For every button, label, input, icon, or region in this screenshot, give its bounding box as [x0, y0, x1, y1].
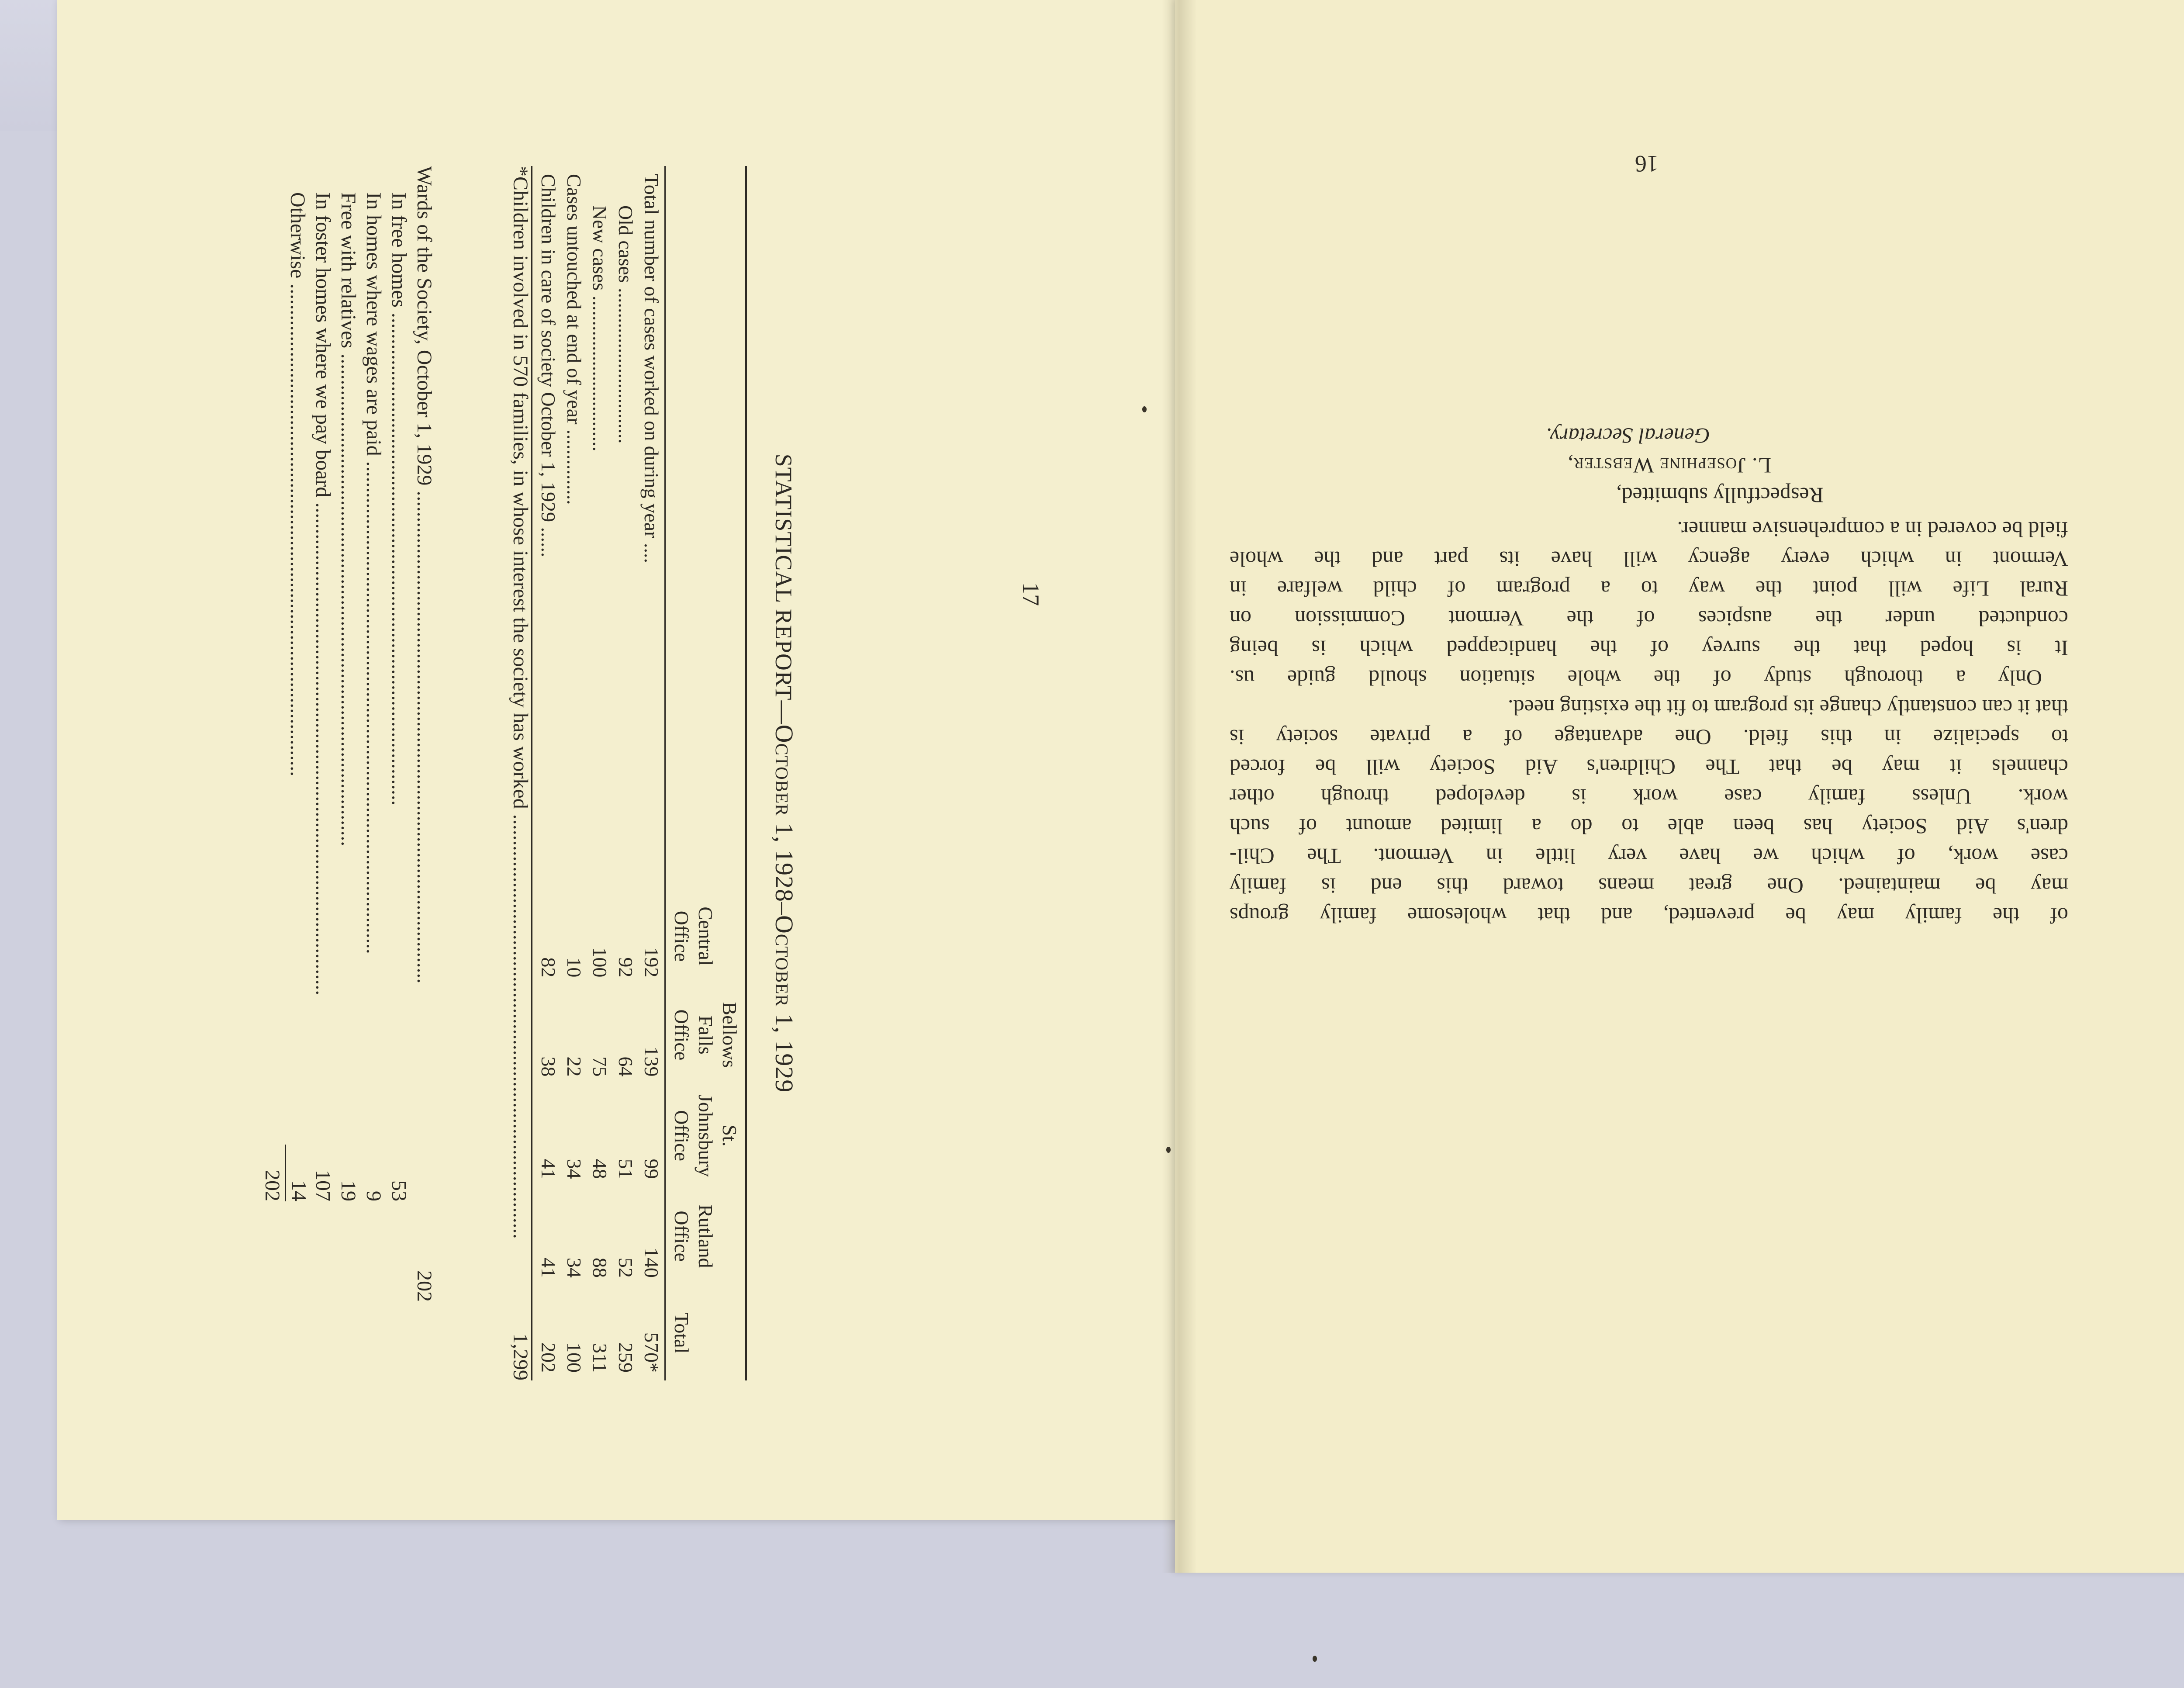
cell-bellows-falls: 139 [640, 1046, 663, 1077]
list-item [361, 166, 386, 1302]
book-gutter [1162, 0, 1197, 1573]
footnote [508, 166, 533, 1380]
wards-heading: Wards of the Society, October 1, 1929 [412, 166, 436, 486]
leader-dots: .............................................................................................. [336, 348, 360, 847]
wards-sum-row [259, 166, 285, 1302]
cell-st-johnsbury: 41 [532, 1085, 561, 1187]
ward-value: 14 [285, 1145, 311, 1201]
column-header: Bellows Falls Office [670, 1002, 741, 1068]
leader-dots: .............................................................................................. [412, 485, 436, 984]
wards-heading-value: 202 [412, 1270, 436, 1302]
row-label: Old cases ............................... [615, 205, 637, 444]
leader-dots: .............................................................................................. [387, 307, 411, 806]
cell-st-johnsbury: 34 [563, 1159, 585, 1179]
leader-dots: .............................................................................................. [286, 278, 309, 777]
row-label: Total number of cases worked on during year .... [640, 174, 663, 563]
text-line: case work, of which we have very little in Vermont. The Chil- [1230, 844, 2068, 868]
text-line: Rural Life will point the way to a program of child welfare in [1230, 577, 2068, 601]
paper-speck [1313, 1656, 1317, 1662]
paragraph [1230, 515, 2068, 693]
cell-rutland: 88 [589, 1257, 612, 1278]
list-item [285, 166, 310, 1302]
row-label: Children in care of society October 1, 1929 ...... [532, 166, 561, 887]
cell-st-johnsbury: 48 [589, 1159, 612, 1179]
footnote-value: 1,299 [509, 1333, 532, 1380]
column-header: Rutland Office [670, 1204, 717, 1268]
wards-list [259, 166, 437, 1302]
paper-speck [1166, 1147, 1171, 1153]
cell-central: 192 [640, 947, 663, 978]
table-row [561, 166, 587, 1380]
page-number: 17 [1018, 582, 1044, 606]
text-line: may be maintained. One great means toward this end is family [1230, 874, 2068, 898]
report-table [532, 166, 747, 1380]
text-line: of the family may be prevented, and that wholesome family groups [1230, 903, 2068, 928]
cell-rutland: 34 [563, 1257, 585, 1278]
cell-central: 92 [615, 957, 637, 978]
cell-bellows-falls: 22 [563, 1056, 585, 1077]
cell-total: 100 [563, 1342, 585, 1373]
wards-heading-row [411, 166, 437, 1302]
column-header: St. Johnsbury Office [670, 1094, 741, 1177]
column-header [665, 166, 746, 887]
closing-text: Respectfully submitted, [1616, 483, 1824, 508]
table-row [639, 166, 665, 1380]
list-item [310, 166, 335, 1302]
footnote-text: *Children involved in 570 families, in whose interest the society has worked [509, 166, 532, 809]
ward-value: 53 [387, 1180, 411, 1201]
cell-rutland: 140 [640, 1247, 663, 1278]
ward-value: 19 [336, 1180, 360, 1201]
list-item [386, 166, 411, 1302]
cell-total: 202 [532, 1286, 561, 1380]
table-row [587, 166, 613, 1380]
ward-label: In free homes [387, 192, 411, 308]
cell-bellows-falls: 38 [532, 985, 561, 1084]
text-line: field be covered in a comprehensive manner. [1677, 517, 2068, 542]
cell-st-johnsbury: 99 [640, 1159, 663, 1179]
text-line: conducted under the auspices of the Vermont Commission on [1230, 606, 2068, 631]
text-line: to specialize in this field. One advantage of a private society is [1230, 725, 2068, 750]
signature-role: General Secretary. [1546, 424, 1710, 448]
list-item [335, 166, 361, 1302]
text-line: work. Unless family case work is developed through other [1230, 785, 2068, 809]
table-row [613, 166, 639, 1380]
cell-total: 570* [640, 1332, 663, 1373]
paper-speck [1142, 406, 1147, 412]
closing-block [1230, 421, 2068, 510]
leader-dots: .............................................................................................. [362, 456, 385, 954]
ward-value: 9 [362, 1191, 385, 1201]
leader-dots: .............................................................................................. [311, 497, 335, 996]
table-row [532, 166, 561, 1380]
text-line: dren's Aid Society has been able to do a limited amount of such [1230, 814, 2068, 839]
text-line: that it can constantly change its program to fit the existing need. [1508, 695, 2068, 720]
report-title-period: October 1, 1928–October 1, 1929 [770, 724, 798, 1093]
cell-bellows-falls: 64 [615, 1056, 637, 1077]
cell-central: 100 [589, 947, 612, 978]
paragraph [1230, 693, 2068, 930]
report-title-prefix: STATISTICAL REPORT— [771, 453, 797, 725]
ward-label: In foster homes where we pay board [311, 192, 335, 498]
cell-total: 311 [589, 1343, 612, 1373]
text-line: Vermont in which every agency will have its part and the whole [1230, 547, 2068, 571]
text-line: channels it may be that The Children's Aid Society will be forced [1230, 755, 2068, 779]
cell-total: 259 [615, 1342, 637, 1373]
statistical-report [205, 149, 799, 1398]
cell-central: 10 [563, 957, 585, 978]
text-line: It is hoped that the survey of the handicapped which is being [1230, 636, 2068, 661]
ward-label: Otherwise [286, 192, 309, 279]
ward-value: 107 [311, 1170, 335, 1201]
cell-rutland: 41 [532, 1187, 561, 1286]
cell-bellows-falls: 75 [589, 1056, 612, 1077]
signature: L. Josephine Webster, [1567, 453, 1771, 478]
page-number: 16 [1635, 151, 1659, 177]
table-header-row [665, 166, 746, 1380]
column-header: Total [670, 1312, 693, 1354]
column-header: Central Office [670, 906, 717, 966]
text-line: Only a thorough study of the whole situation should guide us. [1230, 666, 2042, 690]
wards-sum: 202 [260, 1170, 284, 1201]
cell-st-johnsbury: 51 [615, 1159, 637, 1179]
ward-label: In homes where wages are paid [362, 192, 385, 456]
leader-dots: ................................................................................. [509, 809, 532, 1239]
row-label: Cases untouched at end of year ............... [563, 174, 585, 505]
report-text [1230, 0, 2068, 930]
report-title [769, 149, 799, 1398]
ward-label: Free with relatives [336, 192, 360, 349]
cell-central: 82 [532, 887, 561, 985]
cell-rutland: 52 [615, 1257, 637, 1278]
row-label: New cases ............................... [589, 205, 612, 452]
